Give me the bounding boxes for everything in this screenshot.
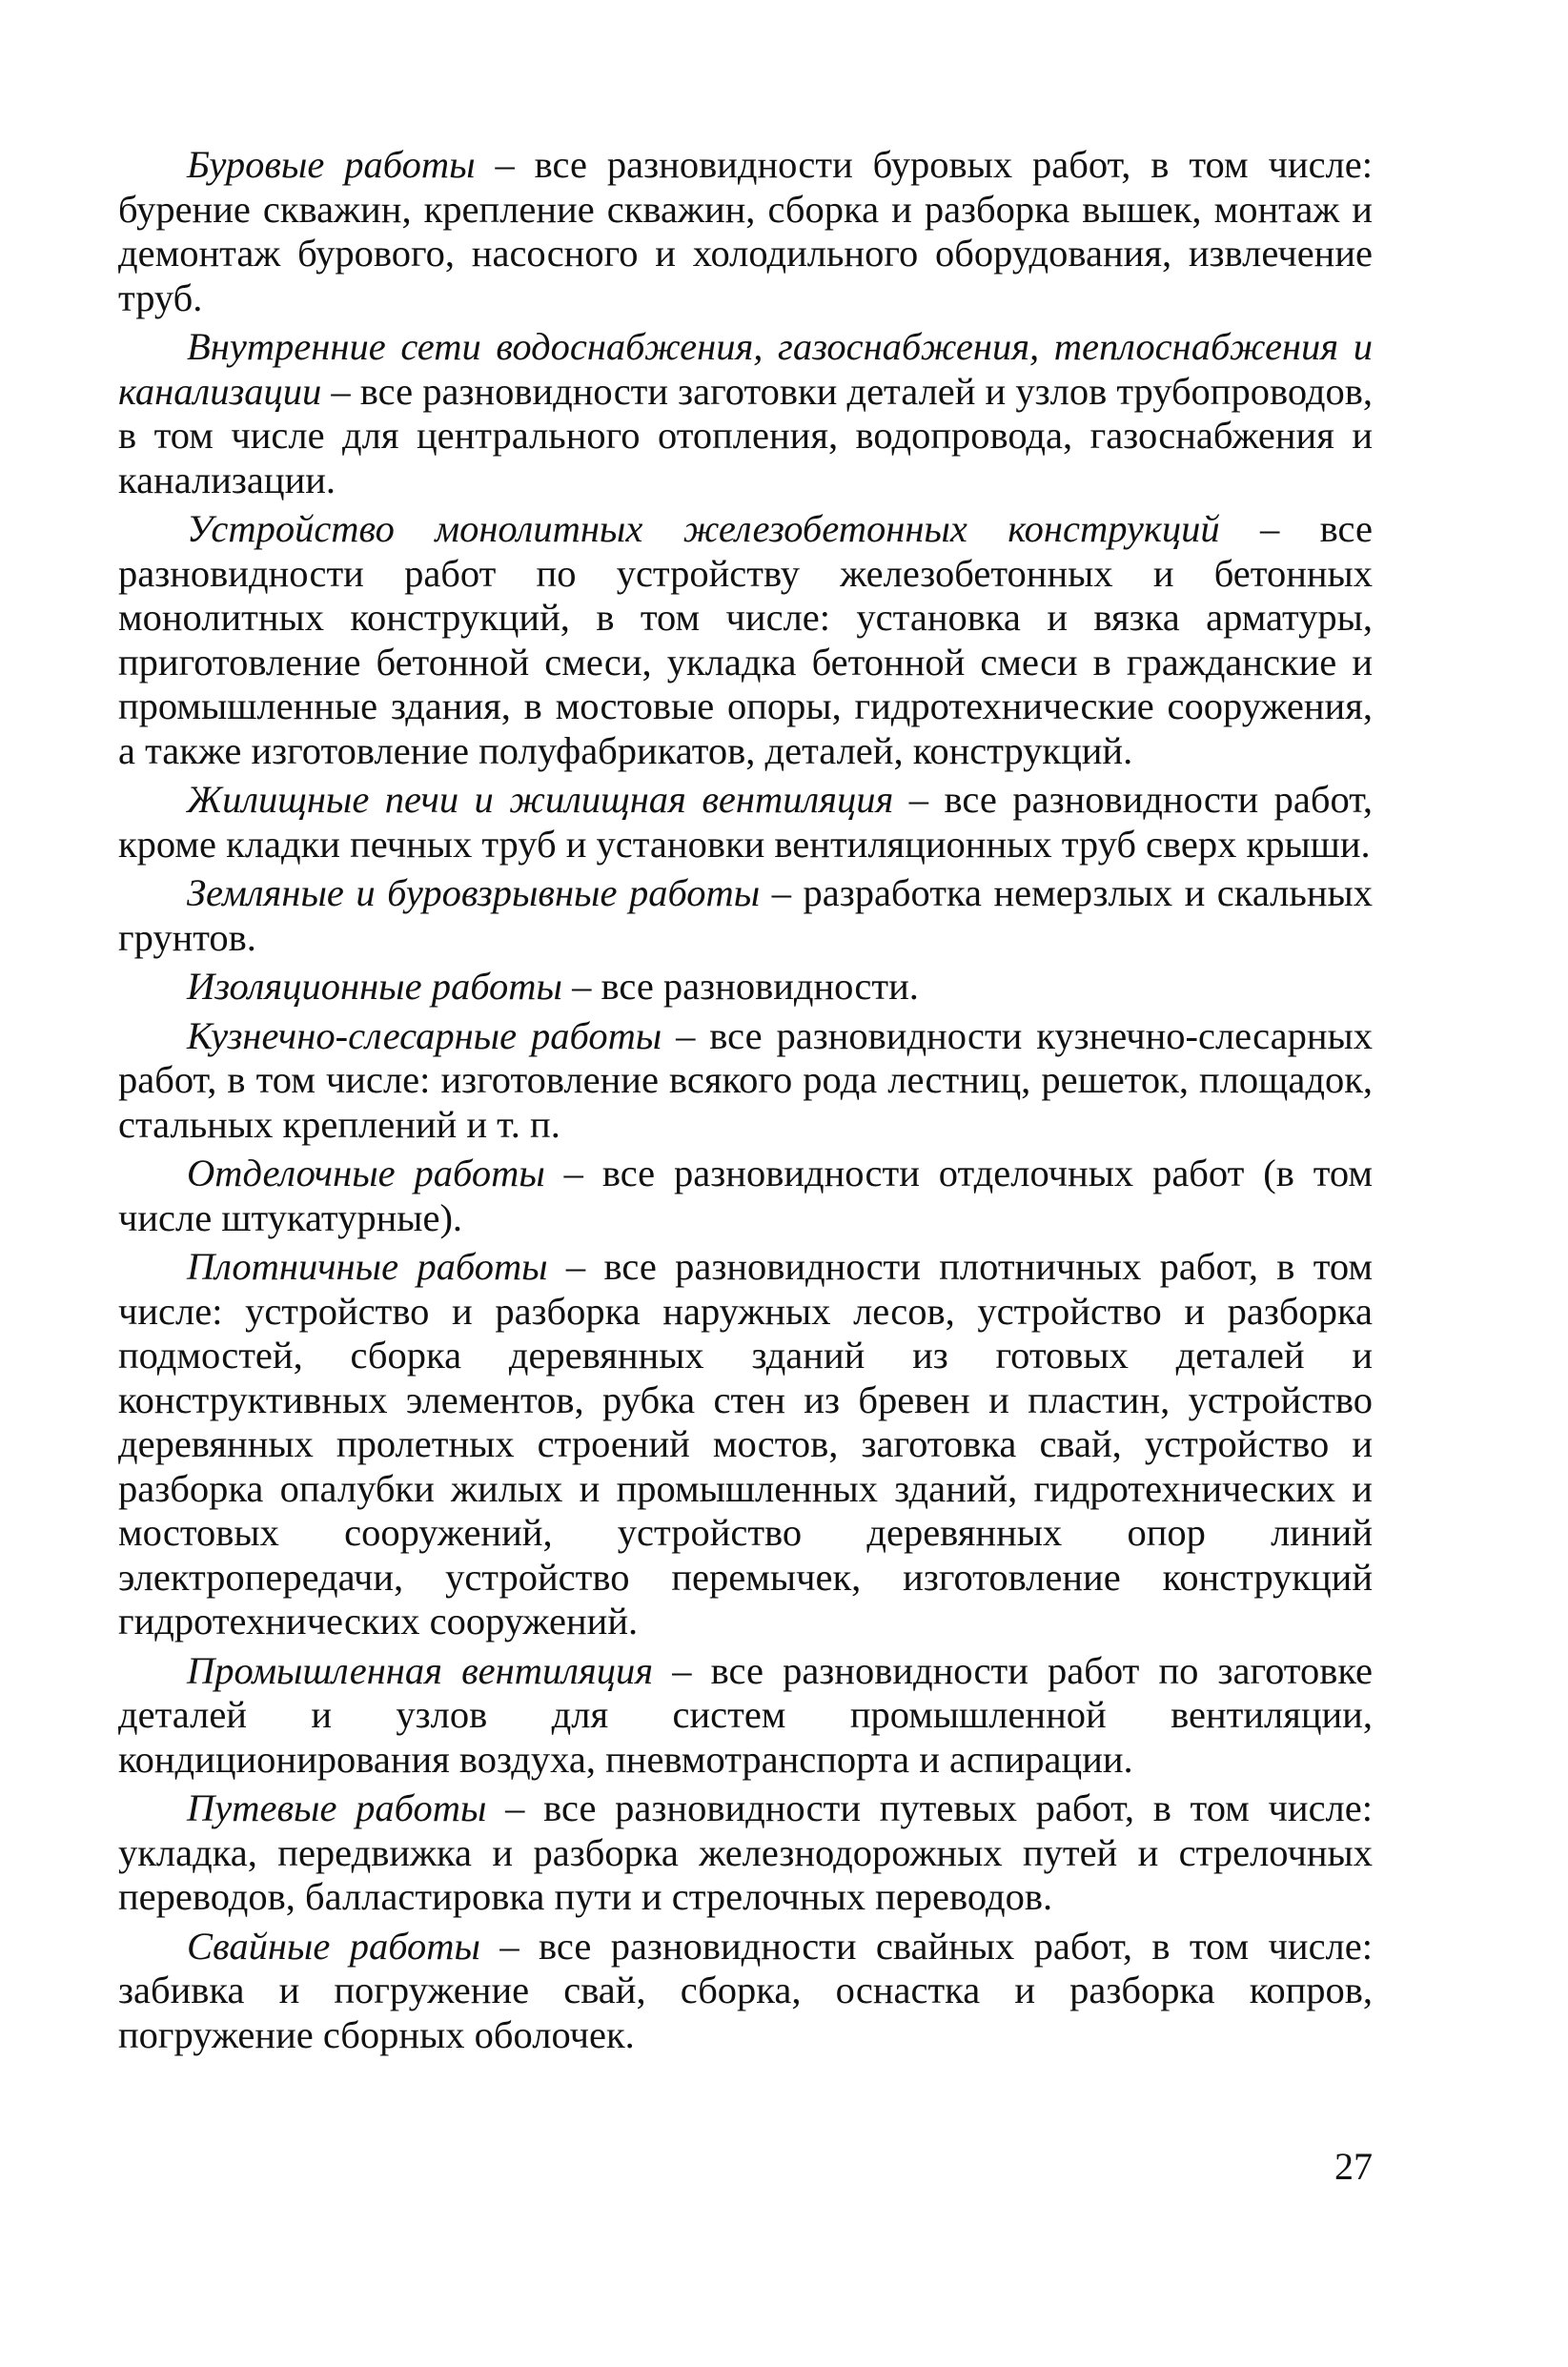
entry-earthworks: [118, 871, 1373, 960]
entry-monolithic-concrete: [118, 507, 1373, 773]
entry-drilling: [118, 143, 1373, 320]
entry-insulation: [118, 965, 1373, 1010]
entry-text: – разработка немерзлых и скальных грунтов.: [118, 871, 1373, 959]
entry-term: Отделочные работы: [187, 1152, 545, 1194]
entry-text: – все разновидности путевых работ, в том числе: укладка, передвижка и разборка железнодорожных путей и стрелочных переводов, балластировка пути и стрелочных переводов.: [118, 1786, 1373, 1918]
entry-term: Внутренние сети водоснабжения, газоснабжения, теплоснабжения и канализации: [118, 325, 1373, 413]
entry-text: – все разновидности отделочных работ (в том числе штукатурные).: [118, 1152, 1373, 1239]
entry-term: Промышленная вентиляция: [187, 1648, 654, 1692]
page-number: 27: [1334, 2145, 1373, 2188]
entry-term: Устройство монолитных железобетонных конструкций: [187, 507, 1220, 550]
entry-term: Земляные и буровзрывные работы: [187, 871, 761, 914]
entry-term: Жилищные печи и жилищная вентиляция: [187, 778, 894, 821]
entry-text: – все разновидности работ по заготовке деталей и узлов для систем промышленной вентиляции, кондиционирования воздуха, пневмотранспорта и аспирации.: [118, 1648, 1373, 1781]
entry-text: – все разновидности заготовки деталей и узлов трубопроводов, в том числе для центрального отопления, водопровода, газоснабжения и канализации.: [118, 369, 1374, 501]
entry-carpentry: [118, 1245, 1373, 1644]
entry-text: – все разновидности работ, кроме кладки печных труб и установки вентиляционных труб сверх крыши.: [118, 778, 1373, 866]
entry-text: – все разновидности свайных работ, в том числе: забивка и погружение свай, сборка, оснастка и разборка копров, погружение сборных оболочек.: [118, 1924, 1373, 2056]
entry-stoves-ventilation: [118, 778, 1373, 867]
entry-internal-networks: [118, 325, 1373, 502]
entry-finishing: [118, 1152, 1373, 1240]
entry-text: – все разновидности буровых работ, в том числе: бурение скважин, крепление скважин, сборка и разборка вышек, монтаж и демонтаж бурового, насосного и холодильного оборудования, извлечение труб.: [118, 143, 1373, 319]
entry-term: Свайные работы: [187, 1924, 480, 1968]
entry-term: Буровые работы: [187, 143, 476, 186]
entry-term: Плотничные работы: [187, 1245, 548, 1288]
page-body: [118, 143, 1373, 2057]
entry-metalwork: [118, 1014, 1373, 1148]
entry-industrial-ventilation: [118, 1649, 1373, 1783]
entry-term: Путевые работы: [187, 1786, 487, 1829]
entry-term: Изоляционные работы: [187, 965, 562, 1008]
entry-term: Кузнечно-слесарные работы: [187, 1013, 662, 1057]
entry-track-works: [118, 1786, 1373, 1920]
entry-text: – все разновидности работ по устройству железобетонных и бетонных монолитных конструкций, в том числе: установка и вязка арматуры, приготовление бетонной смеси, укладка бетонной смеси в гражданские и промышленные здания, в мостовые опоры, гидротехнические сооружения, а также изготовление полуфабрикатов, деталей, конструкций.: [118, 507, 1373, 772]
entry-pile-works: [118, 1925, 1373, 2058]
entry-text: – все разновидности.: [561, 965, 919, 1008]
entry-text: – все разновидности плотничных работ, в том числе: устройство и разборка наружных лесов, устройство и разборка подмостей, сборка деревянных зданий из готовых деталей и конструктивных элементов, рубка стен из бревен и пластин, устройство деревянных пролетных строений мостов, заготовка свай, устройство и разборка опалубки жилых и промышленных зданий, гидротехнических и мостовых сооружений, устройство деревянных опор линий электропередачи, устройство перемычек, изготовление конструкций гидротехнических сооружений.: [118, 1245, 1373, 1643]
entry-text: – все разновидности кузнечно-слесарных работ, в том числе: изготовление всякого рода лестниц, решеток, площадок, стальных креплений и т. п.: [118, 1013, 1373, 1146]
